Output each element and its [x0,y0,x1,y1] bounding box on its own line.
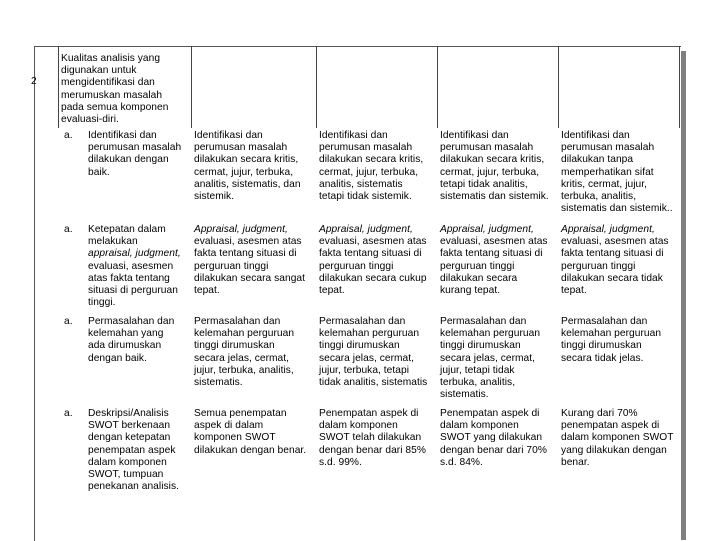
indicator-text: Identifikasi dan perumusan masalah dilakukan dengan baik. [88,130,182,178]
level-1-text: Identifikasi dan perumusan masalah dilakukan tanpa memperhatikan sifat kritis, cermat, jujur, terbuka, analitis, sistematis dan sistemik.. [561,130,673,215]
emphasis-term: Appraisal, judgment, [319,224,413,235]
column-divider [558,46,559,128]
indicator-text: Ketepatan dalam melakukan appraisal, judgment, evaluasi, asesmen atas fakta tentang situasi di perguruan tinggi. [88,224,181,309]
level-2-text: Penempatan aspek di dalam komponen SWOT yang dilakukan dengan benar dari 70% s.d. 84%. [440,408,547,468]
emphasis-term: Appraisal, judgment, [561,224,655,235]
level-3-text: Appraisal, judgment, evaluasi, asesmen atas fakta tentang situasi di perguruan tinggi dilakukan secara cukup tepat. [319,224,427,297]
emphasis-term: Appraisal, judgment, [440,224,534,235]
criterion-text: Kualitas analisis yang digunakan untuk mengidentifikasi dan merumuskan masalah pada semua komponen evaluasi-diri. [61,53,169,126]
column-divider [58,46,59,128]
emphasis-term: Appraisal, judgment, [194,224,288,235]
column-divider [316,46,317,128]
item-letter: a. [64,408,73,419]
level-1-text: Kurang dari 70% penempatan aspek di dalam komponen SWOT yang dilakukan dengan benar. [561,408,674,468]
level-3-text: Permasalahan dan kelemahan perguruan tinggi dirumuskan secara jelas, cermat, jujur, terbuka, tetapi tidak analitis, sistematis [319,316,428,389]
level-2-text: Identifikasi dan perumusan masalah dilakukan secara kritis, cermat, jujur, terbuka, tetapi tidak analitis, sistematis dan sistemik. [440,130,549,203]
level-3-text: Identifikasi dan perumusan masalah dilakukan secara kritis, cermat, jujur, terbuka, analitis, sistematis tetapi tidak sistemik. [319,130,424,203]
level-2-text: Permasalahan dan kelemahan perguruan tinggi dirumuskan secara jelas, cermat, jujur, tetapi tidak terbuka, analitis, sistematis. [440,316,541,401]
item-letter: a. [64,224,73,235]
level-4-text: Permasalahan dan kelemahan perguruan tinggi dirumuskan secara jelas, cermat, jujur, terbuka, analitis, sistematis. [194,316,295,389]
column-divider [437,46,438,128]
emphasis-term: appraisal, judgment, [88,248,181,260]
item-letter: a. [64,130,73,141]
level-4-text: Identifikasi dan perumusan masalah dilakukan secara kritis, cermat, jujur, terbuka, analitis, sistematis, dan sistemik. [194,130,301,203]
row-number: 2 [31,76,37,87]
level-4-text: Appraisal, judgment, evaluasi, asesmen atas fakta tentang situasi di perguruan tinggi dilakukan secara sangat tepat. [194,224,306,297]
level-1-text: Appraisal, judgment, evaluasi, asesmen atas fakta tentang situasi di perguruan tinggi dilakukan secara tidak tepat. [561,224,669,297]
column-divider [679,46,680,128]
indicator-text: Permasalahan dan kelemahan yang ada dirumuskan dengan baik. [88,316,175,364]
level-2-text: Appraisal, judgment, evaluasi, asesmen atas fakta tentang situasi di perguruan tinggi dilakukan secara kurang tepat. [440,224,548,297]
item-letter: a. [64,316,73,327]
level-1-text: Permasalahan dan kelemahan perguruan tinggi dirumuskan secara tidak jelas. [561,316,662,364]
level-3-text: Penempatan aspek di dalam komponen SWOT telah dilakukan dengan benar dari 85% s.d. 99%. [319,408,426,468]
indicator-text: Deskripsi/Analisis SWOT berkenaan dengan ketepatan penempatan aspek dalam komponen SWOT, tumpuan penekanan analisis. [88,408,180,493]
level-4-text: Semua penempatan aspek di dalam komponen SWOT dilakukan dengan benar. [194,408,307,456]
